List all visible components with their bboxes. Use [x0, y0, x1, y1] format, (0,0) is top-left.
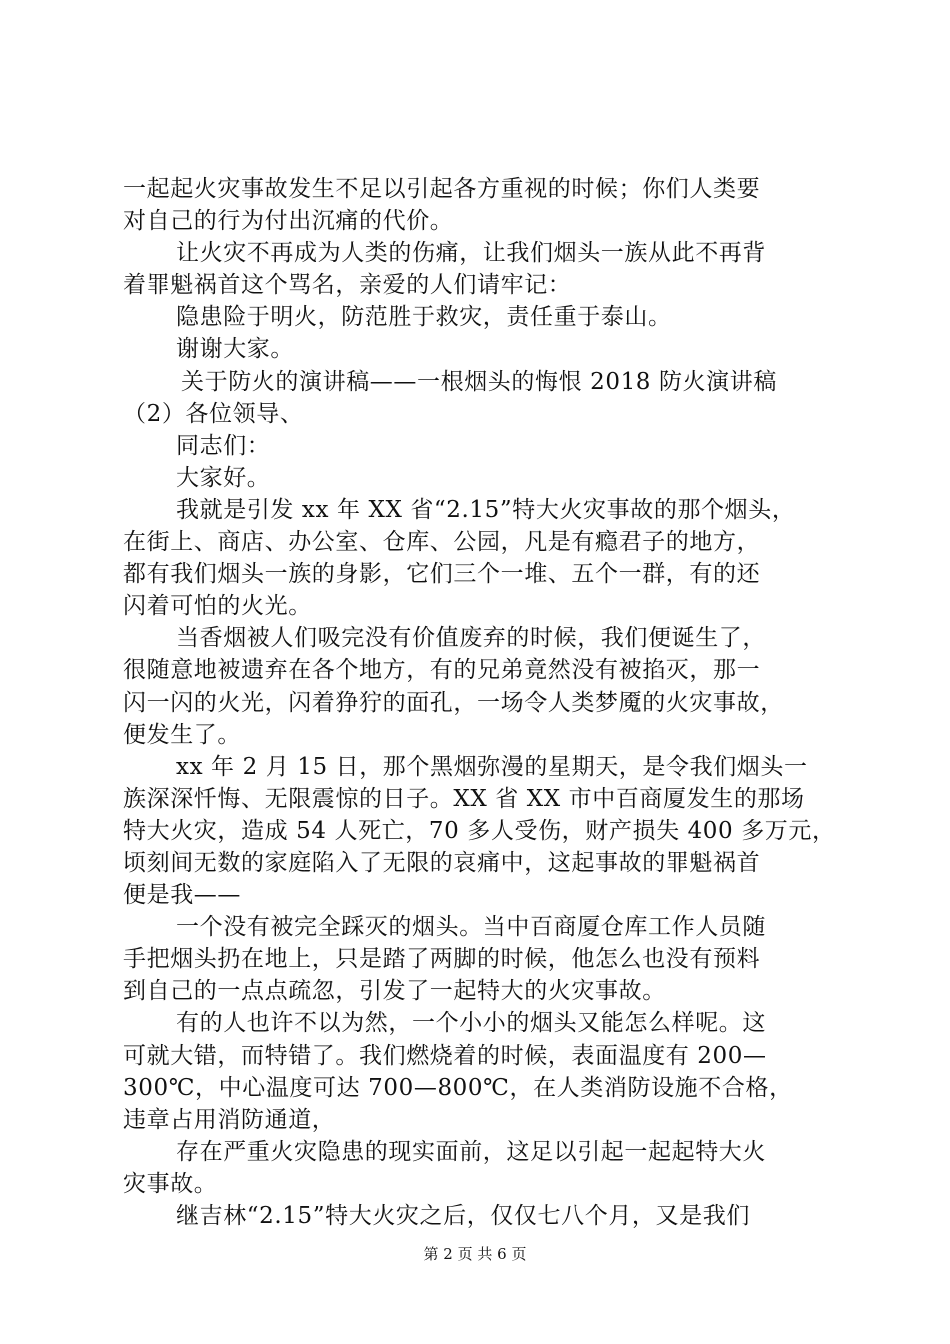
text-line: 存在严重火灾隐患的现实面前，这足以引起一起起特大火 — [176, 1138, 766, 1165]
text-line: 在街上、商店、办公室、仓库、公园，凡是有瘾君子的地方， — [123, 529, 761, 556]
text-line: 闪着可怕的火光。 — [123, 593, 312, 620]
text-line: 隐患险于明火，防范胜于救灾，责任重于泰山。 — [176, 304, 672, 331]
text-line: 对自己的行为付出沉痛的代价。 — [123, 208, 454, 235]
body-text — [123, 173, 843, 1232]
text-line: 一起起火灾事故发生不足以引起各方重视的时候；你们人类要 — [123, 176, 761, 202]
text-line: 到自己的一点点疏忽，引发了一起特大的火灾事故。 — [123, 978, 666, 1005]
text-line: 顷刻间无数的家庭陷入了无限的哀痛中，这起事故的罪魁祸首 — [123, 849, 761, 876]
text-line: 有的人也许不以为然，一个小小的烟头又能怎么样呢。这 — [176, 1010, 766, 1037]
text-line: 很随意地被遗弃在各个地方，有的兄弟竟然没有被掐灭，那一 — [123, 657, 761, 684]
text-line: 同志们： — [176, 432, 271, 459]
text-line: 当香烟被人们吸完没有价值废弃的时候，我们便诞生了， — [176, 625, 766, 652]
page-footer: 第 2 页 共 6 页 — [423, 1245, 527, 1263]
text-line: 一个没有被完全踩灭的烟头。当中百商厦仓库工作人员随 — [176, 914, 766, 941]
text-line: 灾事故。 — [123, 1170, 218, 1197]
text-line: 关于防火的演讲稿——一根烟头的悔恨 2018 防火演讲稿 — [181, 368, 777, 395]
text-line: 我就是引发 xx 年 XX 省“2.15”特大火灾事故的那个烟头， — [176, 496, 796, 523]
text-line: 特大火灾，造成 54 人死亡，70 多人受伤，财产损失 400 多万元， — [123, 817, 836, 844]
text-line: 便是我—— — [123, 882, 241, 909]
text-line: 闪一闪的火光，闪着狰狞的面孔，一场令人类梦魇的火灾事故， — [123, 689, 784, 716]
text-line: 继吉林“2.15”特大火灾之后，仅仅七八个月，又是我们 — [176, 1203, 750, 1229]
text-line: 着罪魁祸首这个骂名，亲爱的人们请牢记： — [123, 272, 572, 299]
text-line: xx 年 2 月 15 日，那个黑烟弥漫的星期天，是令我们烟头一 — [176, 753, 808, 780]
text-line: 族深深忏悔、无限震惊的日子。XX 省 XX 市中百商厦发生的那场 — [123, 785, 805, 812]
text-line: 300℃，中心温度可达 700—800℃，在人类消防设施不合格， — [123, 1074, 793, 1101]
text-line: 让火灾不再成为人类的伤痛，让我们烟头一族从此不再背 — [176, 240, 766, 267]
text-line: 违章占用消防通道， — [123, 1106, 336, 1133]
text-line: 谢谢大家。 — [176, 336, 294, 363]
text-line: （2）各位领导、 — [123, 400, 304, 427]
text-line: 大家好。 — [176, 464, 271, 491]
text-line: 手把烟头扔在地上，只是踏了两脚的时候，他怎么也没有预料 — [123, 946, 761, 973]
text-line: 便发生了。 — [123, 721, 241, 748]
text-line: 都有我们烟头一族的身影，它们三个一堆、五个一群，有的还 — [123, 561, 761, 588]
text-line: 可就大错，而特错了。我们燃烧着的时候，表面温度有 200— — [123, 1042, 767, 1069]
